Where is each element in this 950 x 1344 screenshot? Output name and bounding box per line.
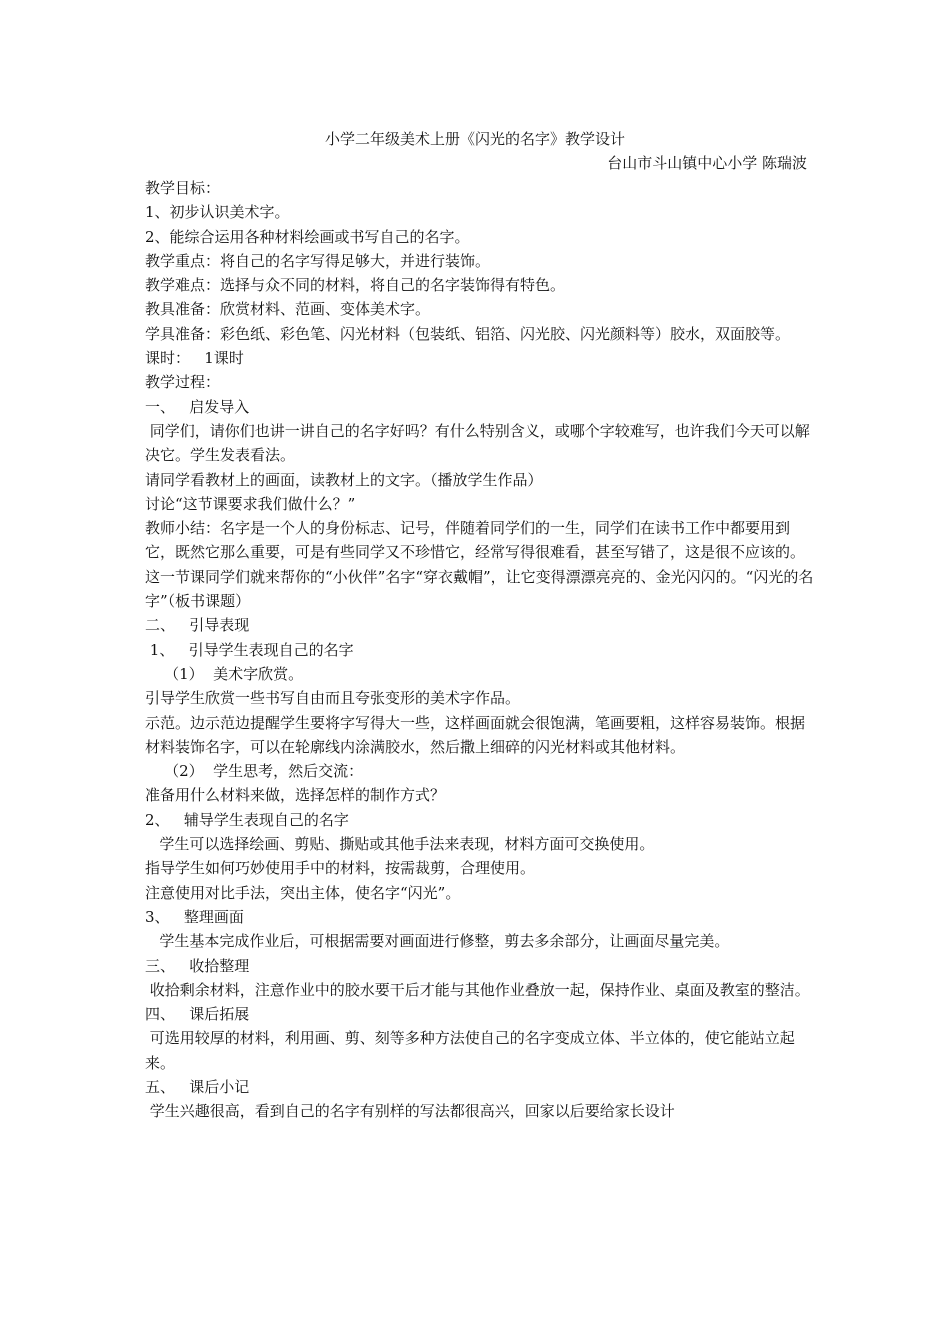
paragraph: 同学们，请你们也讲一讲自己的名字好吗？有什么特别含义，或哪个字较难写，也许我们今天可以解决它。学生发表看法。 [145,421,810,465]
paragraph: 2、能综合运用各种材料绘画或书写自己的名字。 [145,227,470,246]
section-heading: 一、 启发导入 [145,397,250,416]
subheading: 2、 辅导学生表现自己的名字 [145,810,349,829]
paragraph: 教学重点：将自己的名字写得足够大，并进行装饰。 [145,251,491,270]
paragraph: 指导学生如何巧妙使用手中的材料，按需裁剪，合理使用。 [145,859,536,878]
subheading: 3、 整理画面 [145,907,244,926]
paragraph: 可选用较厚的材料，利用画、剪、刻等多种方法使自己的名字变成立体、半立体的，使它能站立起来。 [145,1029,795,1072]
paragraph: 教师小结：名字是一个人的身份标志、记号，伴随着同学们的一生，同学们在读书工作中都要用到它，既然它那么重要，可是有些同学又不珍惜它，经常写得很难看，甚至写错了，这是很不应该的。这一节课同学们就来帮你的“小伙伴”名字“穿衣戴帽”，让它变得漂漂亮亮的、金光闪闪的。“闪光的名字”（板书课题） [145,519,814,611]
section-heading: 四、 课后拓展 [145,1005,250,1024]
document-body [145,176,815,1124]
section-heading: 三、 收拾整理 [145,956,250,975]
paragraph: 请同学看教材上的画面，读教材上的文字。（播放学生作品） [145,470,543,489]
paragraph: 示范。边示范边提醒学生要将字写得大一些，这样画面就会很饱满，笔画要粗，这样容易装饰。根据材料装饰名字，可以在轮廓线内涂满胶水，然后撒上细碎的闪光材料或其他材料。 [145,713,806,756]
paragraph: 学生兴趣很高，看到自己的名字有别样的写法都很高兴，回家以后要给家长设计 [145,1102,675,1121]
paragraph: 注意使用对比手法，突出主体，使名字“闪光”。 [145,883,461,902]
paragraph: 教学难点：选择与众不同的材料，将自己的名字装饰得有特色。 [145,276,566,295]
section-heading: 二、 引导表现 [145,616,250,635]
subheading: （1） 美术字欣赏。 [145,664,304,683]
paragraph: 课时： 1课时 [145,349,244,368]
paragraph: 学具准备：彩色纸、彩色笔、闪光材料（包装纸、铝箔、闪光胶、闪光颜料等）胶水，双面胶等。 [145,324,791,343]
document-title: 小学二年级美术上册《闪光的名字》教学设计 [324,130,625,148]
subheading: （2） 学生思考，然后交流： [145,762,364,781]
subheading: 1、 引导学生表现自己的名字 [145,640,354,659]
paragraph: 引导学生欣赏一些书写自由而且夸张变形的美术字作品。 [145,689,521,708]
paragraph: 收拾剩余材料，注意作业中的胶水要干后才能与其他作业叠放一起，保持作业、桌面及教室的整洁。 [145,980,810,999]
paragraph: 教学过程： [145,373,221,392]
paragraph: 1、初步认识美术字。 [145,203,290,222]
paragraph: 讨论“这节课要求我们做什么？” [145,494,356,513]
section-heading: 五、 课后小记 [145,1077,250,1096]
paragraph: 教学目标： [145,179,221,197]
paragraph: 学生可以选择绘画、剪贴、撕贴或其他手法来表现，材料方面可交换使用。 [145,835,655,854]
paragraph: 学生基本完成作业后，可根据需要对画面进行修整，剪去多余部分，让画面尽量完美。 [145,932,730,951]
paragraph: 准备用什么材料来做，选择怎样的制作方式？ [145,786,446,805]
document-author: 台山市斗山镇中心小学 陈瑞波 [607,154,807,172]
paragraph: 教具准备：欣赏材料、范画、变体美术字。 [145,300,431,319]
